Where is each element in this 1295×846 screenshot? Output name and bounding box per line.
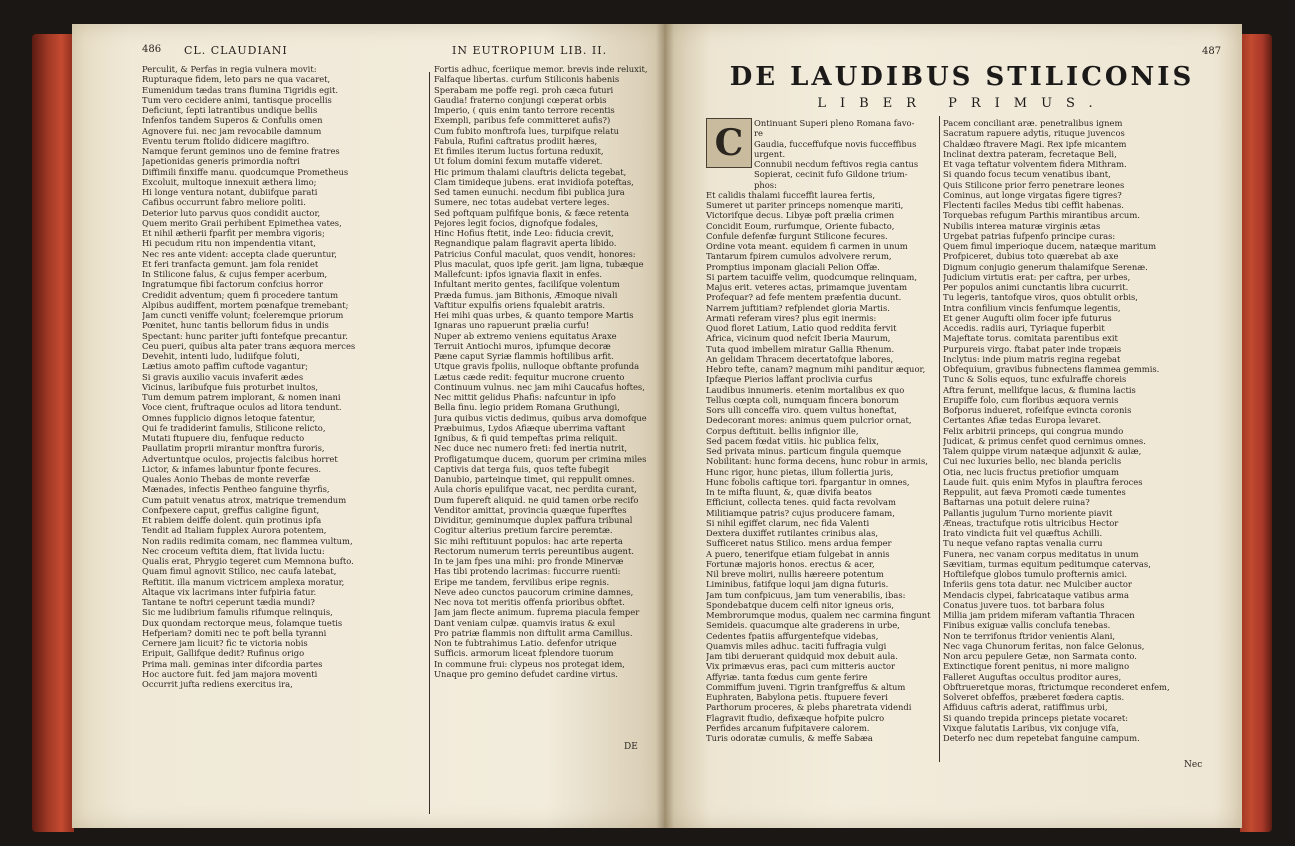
verse-line: Cafibus occurrunt fabro meliore politi. xyxy=(142,197,306,208)
verse-line: Mænades, infectis Pentheo fanguine thyrfis, xyxy=(142,484,330,495)
verse-line: Non te fubtrahimus Latio. defenfor utrique xyxy=(434,638,617,648)
verse-line: Bella finu. legio pridem Romana Gruthungi, xyxy=(434,402,620,413)
verse-line: Hebro tefte, canam? magnum mihi panditur æquor, xyxy=(706,364,926,374)
verse-line: Hoftilefque globos tumulo profternis amici. xyxy=(943,569,1128,579)
verse-line: Judicium virtutis erat: per caftra, per urbes, xyxy=(943,271,1131,282)
verse-line: Et vaga teftatur volventem fidera Mithram. xyxy=(943,159,1127,169)
verse-line: Lictor, & infames labuntur fponte fecures. xyxy=(142,463,322,474)
verse-line: Judicat, & primus cenfet quod cernimus omnes. xyxy=(943,435,1146,446)
verse-line: Omnes fupplicio dignos letoque fatentur, xyxy=(142,412,316,423)
right-catchword: Nec xyxy=(1184,760,1203,770)
verse-line: Irato vindicta fuit vel quæftus Achilli. xyxy=(943,528,1103,538)
book-gutter xyxy=(656,24,674,828)
verse-line: Sumere, nec totas audebat vertere leges. xyxy=(434,197,610,208)
verse-line: Reftitit. illa manum victricem amplexa moratur, xyxy=(142,576,345,587)
verse-line: Quod floret Latium, Latio quod reddita fervit xyxy=(706,323,897,333)
verse-line: Dedecorant mores: animus quem pulcrior ornat, xyxy=(706,415,912,426)
verse-line: Quem fimul imperioque ducem, natæque maritum xyxy=(943,241,1157,251)
verse-line: Extinctique forent penitus, ni more maligno xyxy=(943,661,1130,672)
verse-line: Otia, nec lucis fructus pretiofior umquam xyxy=(943,466,1119,477)
verse-line: Imperio, ( quis enim tanto terrore recentis xyxy=(434,105,615,115)
verse-line: Excoluit, multoque innexuit æthera limo; xyxy=(142,176,317,187)
verse-line: Sumeret ut pariter princeps nomenque mariti, xyxy=(706,200,904,210)
verse-line: Hefperiam? domiti nec te poft bella tyranni xyxy=(142,627,327,638)
verse-line: Mutati ftupuere diu, fenfuque reducto xyxy=(142,433,305,443)
verse-line: Tum demum patrem implorant, & nomen inani xyxy=(142,392,341,402)
verse-line: Ipfæque Pierios laffant proclivia curfus xyxy=(706,374,873,385)
verse-line: Sed poftquam pulfifque bonis, & fæce retenta xyxy=(434,207,629,218)
verse-line: Jam tum confpicuus, jam tum venerabilis, ibas: xyxy=(706,589,906,600)
verse-line: Promptius imponam glaciali Pelion Offæ. xyxy=(706,261,880,272)
verse-line: Gaudia, fucceffufque novis fucceffibus xyxy=(754,138,917,149)
verse-line: Rectorum numerum terris pereuntibus augent. xyxy=(434,545,634,556)
page-subtitle: LIBER PRIMUS. xyxy=(817,96,1107,111)
verse-line: Cogitur alterius pretium farcire peremtæ. xyxy=(434,525,613,536)
right-page-column-1 xyxy=(706,118,938,758)
verse-line: Armati referam vires? plus egit inermis: xyxy=(706,312,877,323)
left-page-column-2 xyxy=(434,64,660,704)
verse-line: Sufficis. armorum liceat fplendore tuorum xyxy=(434,648,614,659)
verse-line: Dux quondam rectorque meus, folamque tuetis xyxy=(142,617,343,628)
verse-line: Tellus cœpta coli, numquam fincera bonorum xyxy=(706,394,899,405)
verse-line: Pro patriæ flammis non diftulit arma Camillus. xyxy=(434,627,633,638)
verse-line: Jam tibi deruerant quidquid mox debuit aula. xyxy=(706,651,898,661)
page-title: DE LAUDIBUS STILICONIS xyxy=(729,62,1195,92)
verse-line: Cui nec luxuries bello, nec blanda periclis xyxy=(943,456,1122,467)
verse-line: re xyxy=(754,128,763,139)
verse-line: Lætius amoto paffim cuftode vagantur; xyxy=(142,361,309,372)
verse-line: In Stilicone falus, & cujus femper acerbum, xyxy=(142,269,328,279)
verse-line: Pœnitet, hunc tantis bellorum fidus in undis xyxy=(142,320,329,331)
verse-line: Majus erit. veteres actas, primamque juventam xyxy=(706,282,908,292)
verse-line: Membrorumque modus, qualem nec carmina fingunt xyxy=(706,610,931,620)
verse-line: An gelidam Thracem decertatofque labores, xyxy=(706,353,894,364)
verse-line: Ignaras uno rapuerunt prælia curfu! xyxy=(434,320,590,331)
verse-line: Fortunæ majoris honos. erectus & acer, xyxy=(706,558,875,569)
verse-line: phos: xyxy=(754,179,777,190)
verse-line: Sævitiam, turmas equitum peditumque catervas, xyxy=(943,558,1151,569)
verse-line: Sed tamen eunuchi. necdum fibi publica jura xyxy=(434,187,625,197)
verse-line: Clam timideque jubens. erat invidiofa poteftas, xyxy=(434,176,634,187)
verse-line: Tum vero cecidere animi, tantisque procellis xyxy=(142,94,332,105)
verse-line: Africa, vicinum quod nefcit Iberia Maurum, xyxy=(706,333,891,344)
verse-line: Tendit ad Italiam fupplex Aurora potentem, xyxy=(142,525,327,536)
verse-line: Tunc & Solis equos, tunc exfulraffe choreis xyxy=(943,374,1127,385)
verse-line: Funera, nec vanam corpus meditatus in unum xyxy=(943,548,1139,559)
verse-line: Sufficeret natus Stilico. mens ardua femper xyxy=(706,538,892,549)
verse-line: Certantes Afiæ tedas Europa levaret. xyxy=(943,415,1101,426)
verse-line: Quamvis miles adhuc. taciti fuffragia vulgi xyxy=(706,640,887,651)
verse-line: Hinc Hofius ftetit, inde Leo: fiducia crevit, xyxy=(434,228,614,238)
verse-line: Si nihil egiffet clarum, nec fida Valenti xyxy=(706,517,870,528)
verse-line: Æneas, tractufque rotis ultricibus Hector xyxy=(943,517,1119,528)
verse-line: Flectenti faciles Medus tibi ceffit habenas. xyxy=(943,200,1124,210)
verse-line: Vaftitur expulfis oriens fqualebit aratris. xyxy=(434,299,606,310)
verse-line: Felix arbitrii princeps, qui congrua mundo xyxy=(943,425,1124,436)
verse-line: Fortis adhuc, fceriique memor. brevis inde reluxit, xyxy=(434,64,648,74)
verse-line: Nec nova tot meritis offenfa prioribus obftet. xyxy=(434,597,625,607)
verse-line: Quam fimul agnovit Stilico, nec caufa latebat, xyxy=(142,566,337,577)
verse-line: Qualis erat, Phrygio tegeret cum Memnona bufto. xyxy=(142,556,354,566)
left-running-header: CL. CLAUDIANI xyxy=(184,44,288,57)
verse-line: Sacratum rapuere adytis, rituque juvencos xyxy=(943,128,1125,139)
verse-line: Flagravit ftudio, defixæque hofpite pulcro xyxy=(706,712,885,723)
verse-line: Inclinat dextra pateram, fecretaque Beli, xyxy=(943,148,1117,159)
verse-line: Devehit, intenti ludo, ludiifque foluti, xyxy=(142,351,300,361)
verse-line: Quem merito Graii perhibent Epimethea vates, xyxy=(142,217,342,228)
verse-line: Alpibus audiffent, mortem pœnafque tremebant; xyxy=(142,299,349,310)
verse-line: Purpureis virgo. ftabat pater inde tropæis xyxy=(943,343,1122,354)
verse-line: Urgebat patrias fufpenfo principe curas: xyxy=(943,230,1116,241)
verse-line: Nec vaga Chunorum feritas, non falce Gelonus, xyxy=(943,640,1145,651)
verse-line: Falleret Auguftas occultus proditor aures, xyxy=(943,671,1122,682)
verse-line: Exempli, paribus fefe committeret aufis?) xyxy=(434,115,611,126)
verse-line: Eripuit, Gallifque dedit? Rufinus origo xyxy=(142,648,305,659)
verse-line: Ignibus, & fi quid tempeftas prima reliquit. xyxy=(434,433,618,443)
verse-line: Sed privata minus. particum fingula quemque xyxy=(706,446,902,456)
verse-line: Si partem tacuiffe velim, quodcumque relinquam, xyxy=(706,271,917,282)
verse-line: Tantarum fpirem cumulos advolvere rerum, xyxy=(706,251,892,262)
verse-line: Et rabiem deiffe dolent. quin protinus ipfa xyxy=(142,515,322,525)
verse-line: Hi pecudum ritu non impendentia vitant, xyxy=(142,238,316,249)
verse-line: Bofporus indueret, rofeifque evincta coronis xyxy=(943,405,1132,415)
verse-line: Nuper ab extremo veniens equitatus Araxe xyxy=(434,330,617,341)
verse-line: Sopierat, cecinit fufo Gildone trium- xyxy=(754,169,908,180)
verse-line: Cominus, aut longe virgatas figere tigres? xyxy=(943,189,1122,200)
left-page-column-1 xyxy=(142,64,430,704)
verse-line: Præda fumus. jam Bithonis, Æmoque nivali xyxy=(434,289,618,300)
verse-line: Spondebatque ducem celfi nitor igneus oris, xyxy=(706,599,895,610)
verse-line: Solveret obfeffos, præberet fœdera captis. xyxy=(943,692,1125,702)
verse-line: Gaudia! fraterno conjungi cœperat orbis xyxy=(434,94,607,105)
column-rule-right xyxy=(939,116,940,762)
verse-line: Nec croceum veftita diem, ftat livida luctu: xyxy=(142,545,325,556)
verse-line: Conatus juvere tuos. tot barbara folus xyxy=(943,599,1105,610)
verse-line: Terruit Antiochi muros, ipfumque decoræ xyxy=(434,340,611,351)
verse-line: Hei mihi quas urbes, & quanto tempore Martis xyxy=(434,310,634,320)
verse-line: Militiamque patris? cujus producere famam, xyxy=(706,507,895,518)
verse-line: Japetionidas generis primordia noftri xyxy=(142,156,300,167)
verse-line: Spectant: hunc pariter jufti fontefque precantur. xyxy=(142,330,348,341)
verse-line: Cedentes fpatiis affurgentefque videbas, xyxy=(706,630,879,641)
verse-line: Sors ulli conceffa viro. quem vultus honeftat, xyxy=(706,405,897,415)
verse-line: Liminibus, fatifque loqui jam digna futuris. xyxy=(706,579,889,590)
verse-line: Neve adeo cunctos paucorum crimine damnes, xyxy=(434,586,634,597)
verse-line: Profpiceret, dubius toto quærebat ab axe xyxy=(943,251,1119,262)
verse-line: Agnovere fui. nec jam revocabile damnum xyxy=(142,125,322,136)
left-page xyxy=(72,24,664,828)
verse-line: Vicinus, laribufque fuis proturbet inultos, xyxy=(142,381,319,392)
verse-line: Finibus exiguæ vallis conclufa tenebas. xyxy=(943,620,1111,631)
verse-line: Talem quippe virum natæque adjunxit & aulæ, xyxy=(943,446,1142,456)
verse-line: Mallefcunt: ipfos ignavia flaxit in enfes. xyxy=(434,269,603,279)
verse-line: Sed pacem fœdat vitiis. hic publica felix, xyxy=(706,435,879,446)
verse-line: Inferiis gens tota datur. nec Mulciber auctor xyxy=(943,579,1132,590)
verse-line: Jam jam flecte animum. fuprema piacula femper xyxy=(434,607,640,618)
verse-line: Occurrit jufta rediens exercitus ira, xyxy=(142,679,293,689)
verse-line: Per populos animi cunctantis libra cucurrit. xyxy=(943,282,1129,292)
verse-line: Et feri tranfacta gemunt. jam fola renidet xyxy=(142,258,319,269)
verse-line: Affiduus caftris aderat, ratiffimus urbi, xyxy=(943,702,1108,713)
verse-line: Obftrueretque moras, ftrictumque reconderet enfem, xyxy=(943,681,1170,692)
verse-line: Venditor amittat, provincia quæque fuperftes xyxy=(434,504,627,515)
verse-line: Plus maculat, quos ipfe gerit. jam ligna, tubæque xyxy=(434,258,644,269)
verse-line: Danubio, parteinque timet, qui reppulit omnes. xyxy=(434,474,635,484)
verse-line: Pæne caput Syriæ flammis hoftilibus arfit. xyxy=(434,351,614,361)
verse-line: Et gener Augufti olim focer ipfe futurus xyxy=(943,312,1112,323)
verse-line: Hic primum thalami clauftris delicta tegebat, xyxy=(434,166,627,177)
verse-line: Voce cient, fruftraque oculos ad litora tendunt. xyxy=(142,402,342,413)
verse-line: Eripe me tandem, fervilibus eripe regnis. xyxy=(434,576,610,587)
verse-line: Regnandique palam flagravit aperta libido. xyxy=(434,238,617,249)
verse-line: Inclytus: inde pium matris regina regebat xyxy=(943,353,1121,364)
verse-line: Reppulit, aut fæva Promoti cæde tumentes xyxy=(943,487,1126,497)
right-page-number: 487 xyxy=(1202,46,1222,57)
left-running-header-right: IN EUTROPIUM LIB. II. xyxy=(452,44,608,57)
verse-line: Continuum vulnus. nec jam mihi Caucafus hoftes, xyxy=(434,381,645,392)
verse-line: Tuta quod imbellem miratur Gallia Rhenum. xyxy=(706,343,895,354)
verse-line: Nubilis interea maturæ virginis ætas xyxy=(943,220,1101,231)
verse-line: Et nihil ætherii fparfit per membra vigoris; xyxy=(142,228,325,238)
verse-line: Unaque pro gemino defudet cardine virtus. xyxy=(434,668,618,679)
verse-line: Dividitur, geminumque duplex paffura tribunal xyxy=(434,515,633,525)
verse-line: Nec res ante vident: accepta clade queruntur, xyxy=(142,248,337,259)
verse-line: Infenfos tandem Superos & Confulis omen xyxy=(142,115,323,126)
verse-line: Chaldæo ftravere Magi. Rex ipfe micantem xyxy=(943,138,1127,149)
verse-line: Mendacis clypei, fabricataque vatibus arma xyxy=(943,589,1129,600)
verse-line: Aula choris epulifque vacat, nec perdita curant, xyxy=(434,484,637,495)
book-edge-right xyxy=(1240,34,1272,832)
verse-line: Ceu pueri, quibus alta pater trans æquora merces xyxy=(142,340,356,351)
verse-line: Pejores legit focios, dignofque fodales, xyxy=(434,217,599,228)
verse-line: Tu legeris, tantofque viros, quos obtulit orbis, xyxy=(943,292,1138,303)
verse-line: Confpexere caput, greffus caligine figunt, xyxy=(142,504,320,515)
verse-line: Præbuimus, Lydos Afiæque uberrima vaftant xyxy=(434,422,626,433)
verse-line: Quales Aonio Thebas de monte reverfæ xyxy=(142,474,310,484)
verse-line: Accedis. radiis auri, Tyriaque fuperbit xyxy=(943,323,1105,333)
right-page xyxy=(664,24,1242,828)
left-catchword: DE xyxy=(624,742,638,752)
verse-line: Dant veniam culpæ. quamvis iratus & exul xyxy=(434,617,616,628)
verse-line: Millia jam pridem miferam vaftantia Thracen xyxy=(943,610,1135,620)
verse-line: Deficiunt, ſepti latrantibus undique bellis xyxy=(142,105,318,115)
verse-line: In te mifta fluunt, &, quæ divifa beatos xyxy=(706,487,872,497)
verse-line: Dum fupereft aliquid. ne quid tamen orbe recifo xyxy=(434,494,639,505)
verse-line: In te jam fpes una mihi: pro fronde Minervæ xyxy=(434,556,624,566)
verse-line: Non radiis redimita comam, nec flammea vultum, xyxy=(142,535,353,546)
book-edge-left xyxy=(32,34,74,832)
verse-line: Patricius Conful maculat, quos vendit, honores: xyxy=(434,248,636,259)
verse-line: Connubii necdum feftivos regia cantus xyxy=(754,159,919,169)
verse-line: Nec duce nec numero freti: fed inertia nutrit, xyxy=(434,443,628,454)
verse-line: Ingratumque fibi factorum confcius horror xyxy=(142,279,324,290)
verse-line: Utque gravis fpoliis, nulloque obftante profunda xyxy=(434,361,640,372)
verse-line: Baftarnas una potuit delere ruina? xyxy=(943,497,1090,508)
verse-line: Victorifque decus. Libyæ poft prælia crimen xyxy=(706,210,895,221)
verse-line: Jam cuncti veniffe volunt; fceleremque priorum xyxy=(142,310,344,320)
verse-line: Diffimili finxiffe manu. quodcumque Prometheus xyxy=(142,166,349,177)
verse-line: Perculit, & Perfas in regia vulnera movit: xyxy=(142,64,317,74)
verse-line: Lætus cæde redit: fequitur mucrone cruento xyxy=(434,371,625,382)
verse-line: Ut folum domini fexum mutaffe videret. xyxy=(434,156,603,167)
verse-line: Jura quibus victis dedimus, quibus arva domofque xyxy=(434,412,647,423)
verse-line: Narrem juftitiam? refplendet gloria Martis. xyxy=(706,302,890,313)
verse-line: Sic mihi reftituunt populos: hac arte reperta xyxy=(434,535,623,546)
verse-line: Pacem conciliant aræ. penetralibus ignem xyxy=(943,118,1123,128)
verse-line: Et fimiles iterum luctus fortuna reduxit, xyxy=(434,146,604,156)
verse-line: Torquebas refugum Parthis mirantibus arcum. xyxy=(943,210,1140,221)
verse-line: Cum patuit venatus atrox, matrique tremendum xyxy=(142,494,347,505)
verse-line: Ordine vota meant. equidem fi carmen in unum xyxy=(706,241,908,251)
verse-line: Obfequium, gravibus fubnectens flammea gemmis. xyxy=(943,364,1160,374)
verse-line: Namque ferunt geminos uno de femine fratres xyxy=(142,146,340,156)
verse-line: Si quando trepida princeps pietate vocaret: xyxy=(943,712,1129,723)
verse-line: Erupiffe folo, cum floribus æquora vernis xyxy=(943,394,1119,405)
verse-line: urgent. xyxy=(754,148,786,159)
verse-line: Dextera duxiffet rutilantes crinibus alas, xyxy=(706,528,879,538)
verse-line: Eventu terum ftolido didicere magiftro. xyxy=(142,135,310,146)
verse-line: Turis odoratæ cumulis, & meffe Sabæa xyxy=(706,733,873,743)
verse-line: Tu neque vefano raptas venalia curru xyxy=(943,538,1103,549)
verse-line: A puero, tenerifque etiam fulgebat in annis xyxy=(706,548,890,559)
verse-line: Captivis dat terga fuis, quos tefte fubegit xyxy=(434,463,610,474)
verse-line: Cum fubito monftrofa lues, turpifque relatu xyxy=(434,125,619,136)
verse-line: Hunc rigor, hunc pietas, illum follertia juris, xyxy=(706,466,894,477)
verse-line: Quis Stilicone prior ferro penetrare leones xyxy=(943,179,1125,190)
verse-line: Si gravis auxilio vacuis invaferit ædes xyxy=(142,371,304,382)
verse-line: Dignum conjugio generum thalamifque Serenæ. xyxy=(943,261,1148,272)
initial-letter: C xyxy=(714,122,744,164)
verse-line: Laudibus innumeris. etenim mortalibus ex quo xyxy=(706,384,905,395)
verse-line: Pallantis jugulum Turno moriente piavit xyxy=(943,507,1113,518)
verse-line: Vixque falutatis Laribus, vix conjuge vifa, xyxy=(943,722,1119,733)
verse-line: Deterfo nec dum repetebat fanguine campum. xyxy=(943,733,1140,743)
verse-line: Ontinuant Superi pleno Romana favo- xyxy=(754,118,915,128)
verse-line: Efficiunt, collecta tenes. quid facta revolvam xyxy=(706,497,896,508)
verse-line: Eumenidum tædas trans flumina Tigridis egit. xyxy=(142,84,339,95)
verse-line: Si quando focus tecum venatibus ibant, xyxy=(943,169,1111,180)
verse-line: Semideis. quacumque alte graderens in urbe, xyxy=(706,620,900,631)
left-page-number: 486 xyxy=(142,44,162,55)
verse-line: Nil breve moliri, nullis hæreere potentum xyxy=(706,569,884,579)
verse-line: Et calidis thalami fucceffit laurea fertis, xyxy=(706,189,876,200)
verse-line: Commiffum juveni. Tigrin tranfgreffus & altum xyxy=(706,681,906,692)
verse-line: Hunc fobolis caftique tori. fpargantur in omnes, xyxy=(706,476,910,487)
verse-line: Profligatumque ducem, quorum per crimina miles xyxy=(434,453,647,464)
verse-line: Affyriæ. tanta fœdus cum gente ferire xyxy=(706,671,868,682)
verse-line: Cernere jam licuit? fic te victoria nobis xyxy=(142,638,308,648)
verse-line: Parthorum proceres, & plebs pharetrata videndi xyxy=(706,702,912,713)
verse-line: Sperabam me poffe regi. proh cæca futuri xyxy=(434,84,614,95)
verse-line: In commune frui: clypeus nos protegat idem, xyxy=(434,658,625,669)
open-book xyxy=(32,20,1272,835)
verse-line: Confule defenfæ furgunt Stilicone fecures. xyxy=(706,230,888,241)
verse-line: Corpus deftituit. bellis infignior ille, xyxy=(706,425,859,436)
verse-line: Hi longe ventura notant, dubiifque parati xyxy=(142,187,318,197)
verse-line: Credidit adventum; quem fi procedere tantum xyxy=(142,289,339,300)
verse-line: Aftra ferunt, mellifque lacus, & flumina lactis xyxy=(943,384,1136,395)
verse-line: Non te terrifonus ftridor venientis Alani, xyxy=(943,630,1116,641)
verse-line: Laude fuit. quis enim Myfos in plauftra feroces xyxy=(943,476,1143,487)
verse-line: Non arcu pepulere Getæ, non Sarmata conto. xyxy=(943,651,1137,661)
verse-line: Vix primævus eras, paci cum mitteris auctor xyxy=(706,661,895,672)
verse-line: Majeftate torus. comitata parentibus exit xyxy=(943,333,1118,344)
verse-line: Falfaque libertas. curfum Stiliconis habenis xyxy=(434,74,620,85)
verse-line: Concidit Eoum, rurfumque, Oriente fubacto, xyxy=(706,220,895,231)
verse-line: Fabula, Rufini caftratus prodiit hæres, xyxy=(434,135,598,146)
verse-line: Paullatim proprii mirantur monftra furoris, xyxy=(142,443,325,454)
verse-line: Rupturaque fidem, leto pars ne qua vacaret, xyxy=(142,74,331,85)
verse-line: Deterior luto parvus quos condidit auctor, xyxy=(142,207,321,218)
verse-line: Nobilitant: hunc forma decens, hunc robur in armis, xyxy=(706,456,928,467)
verse-line: Intra confilium vincis fenfumque legentis, xyxy=(943,302,1121,313)
verse-line: Perfides arcanum fufpitavere calorem. xyxy=(706,722,870,733)
verse-line: Advertuntque oculos, projectis falcibus horret xyxy=(142,453,338,464)
verse-line: Profequar? ad fefe mentem præfentia ducunt. xyxy=(706,292,902,303)
verse-line: Altaque vix lacrimans inter fufpiria fatur. xyxy=(142,586,317,597)
verse-line: Euphraten, Babylona petis. ftupuere feveri xyxy=(706,692,888,702)
right-page-column-2 xyxy=(943,118,1211,758)
verse-line: Sic me ludibrium famulis rifumque relinquis, xyxy=(142,607,333,618)
verse-line: Nec mittit gelidus Phafis: nafcuntur in ipfo xyxy=(434,392,616,402)
verse-line: Hoc auctore fuit. fed jam majora moventi xyxy=(142,668,318,679)
verse-line: Qui fe tradiderint famulis, Stilicone relicto, xyxy=(142,422,326,433)
verse-line: Tantane te noftri ceperunt tædia mundi? xyxy=(142,597,315,607)
verse-line: Has tibi protendo lacrimas: fuccurre ruenti: xyxy=(434,566,621,577)
column-rule xyxy=(429,72,430,814)
verse-line: Infultant merito gentes, faciliſque volentum xyxy=(434,279,620,290)
verse-line: Prima mali. geminas inter difcordia partes xyxy=(142,658,323,669)
